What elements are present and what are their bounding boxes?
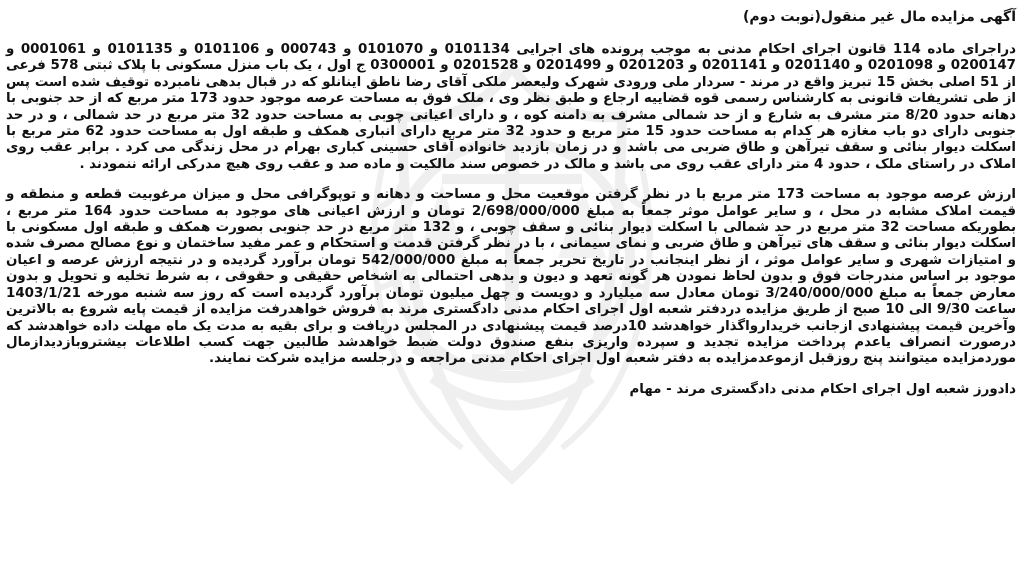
notice-paragraph-property: دراجرای ماده 114 قانون اجرای احکام مدنی به موجب پرونده های اجرایی 0101134 و 0101070 و 000743 و 0101106 و 0101135 و 0001061 و 0200147 و 0201098 و 0201140 و 0201141 و 0201203 و 0201499 و 0201528 و 0300001 ج اول ، یک باب منزل مسکونی با پلاک ثبتی 578 فرعی از 51 اصلی بخش 15 تبریز واقع در مرند - سردار ملی ورودی شهرک ولیعصر ملکی آقای رضا ناطق اینانلو که در قبال بدهی نامبرده توقیف شده است پس از طی تشریفات قانونی به کارشناس رسمی قوه قضاییه ارجاع و طبق نظر وی ، ملک فوق به مساحت عرصه موجود حدود 173 متر مربع که از حد جنوبی با دهانه حدود 8/20 متر مشرف به شارع و از حد شمالی مشرف به دامنه کوه ، و دارای اعیانی چوبی به مساحت حدود 32 متر مربع در حد شمالی ، و در حد جنوبی دارای دو باب مغازه هر کدام به مساحت حدود 15 متر مربع و حدود 32 متر مربع دارای انباری همکف و طبقه اول به مساحت حدود 62 متر مربع با اسکلت دیوار بنائی و سقف تیرآهن و طاق ضربی می باشد و در زمان بازدید خانواده آقای حسینی کباری بهرام در محل زندگی می کرد . برابر عقب روی املاک در راستای ملک ، حدود 4 متر دارای عقب روی می باشد و مالک در خصوص سند مالکیت و ماده صد و عقب روی هیچ مدرکی ارائه ننمودند . [6, 42, 1016, 172]
notice-title: آگهی مزایده مال غیر منقول(نوبت دوم) [743, 9, 1016, 25]
notice-paragraph-valuation: ارزش عرصه موجود به مساحت 173 متر مربع با در نظر گرفتن موقعیت محل و مساحت و دهانه و توپوگرافی محل و میزان مرغوبیت قطعه و منطقه و قیمت املاک مشابه در محل ، و سایر عوامل موثر جمعاً به مبلغ 2/698/000/000 تومان و ارزش اعیانی های موجود به مساحت حدود 164 متر مربع ، بطوریکه مساحت 32 متر مربع در حد شمالی با اسکلت دیوار بنائی و سقف چوبی ، و 132 متر مربع در حد جنوبی بصورت همکف و طبقه اول مسکونی با اسکلت دیوار بنائی و سقف های تیرآهن و طاق ضربی و نمای سیمانی ، با در نظر گرفتن قدمت و استحکام و عمر مفید ساختمان و نوع مصالح مصرف شده و امتیازات شهری و سایر عوامل موثر ، از نظر اینجانب در تاریخ تحریر جمعاً به مبلغ 542/000/000 تومان برآورد گردیده و در نتیجه ارزش عرصه و اعیان موجود بر اساس مندرجات فوق و بدون لحاظ نمودن هر گونه تعهد و دیون و بدهی احتمالی به اشخاص حقیقی و حقوقی ، به شرط تخلیه و تحویل و بدون معارض جمعاً به مبلغ 3/240/000/000 تومان معادل سه میلیارد و دویست و چهل میلیون تومان برآورد گردیده است که روز سه شنبه مورخه 1403/1/21 ساعت 9/30 الی 10 صبح از طریق مزایده دردفتر شعبه اول اجرای احکام مدنی دادگستری مرند به فروش خواهدرفت مزایده از قیمت پایه شروع به بالاترین وآخرین قیمت پیشنهادی ازجانب خریدارواگذار خواهدشد 10درصد قیمت پیشنهادی در المجلس دریافت و برای بقیه به مدت یک ماه مهلت داده خواهدشد که درصورت انصراف یاعدم پرداخت مزایده تجدید و سپرده واریزی بنفع صندوق دولت ضبط خواهدشد طالبین جهت کسب اطلاعات بیشتروبازدیدازمال موردمزایده میتوانند پنج روزقبل ازموعدمزایده به دفتر شعبه اول اجرای احکام مدنی مراجعه و درجلسه مزایده شرکت نمایند. [6, 187, 1016, 367]
notice-signature: دادورز شعبه اول اجرای احکام مدنی دادگستری مرند - مهام [629, 381, 1016, 397]
notice-content [6, 8, 1016, 398]
